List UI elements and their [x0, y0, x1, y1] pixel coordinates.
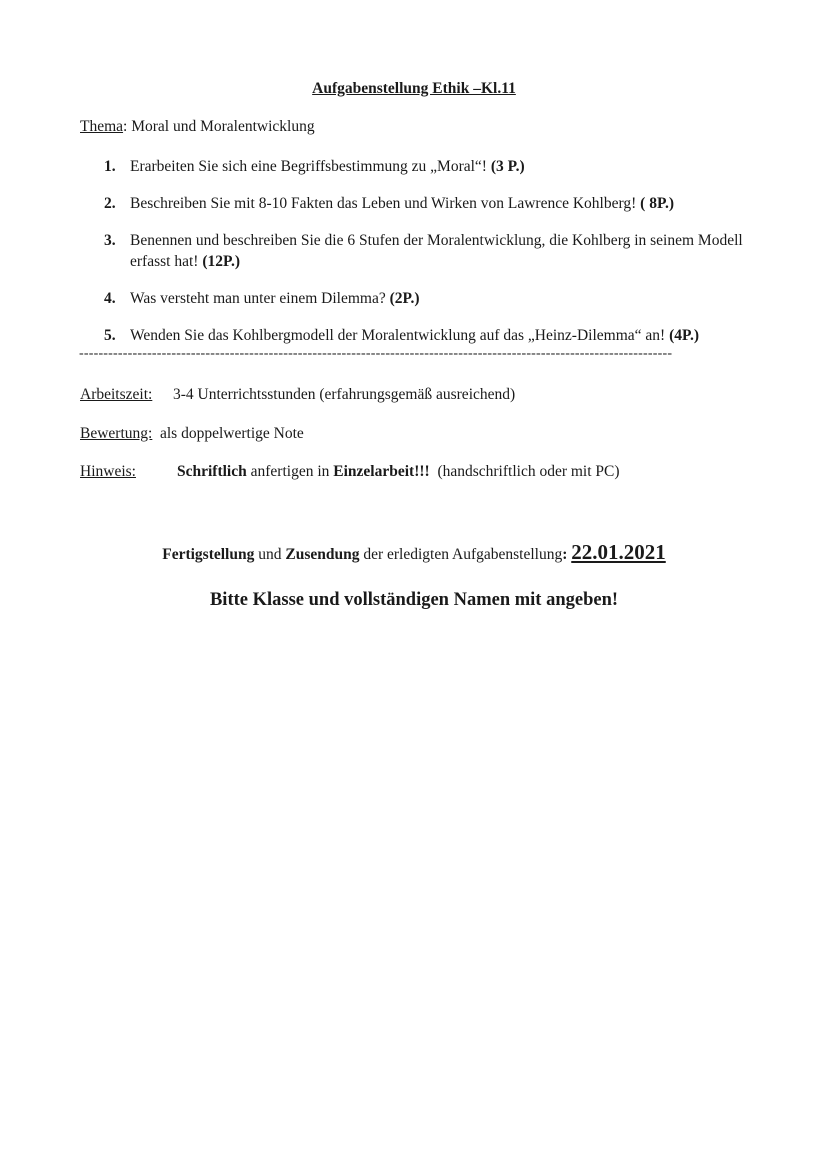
task-text: Benennen und beschreiben Sie die 6 Stufen der Moralentwicklung, die Kohlberg in seinem Modell erfasst hat! — [130, 232, 743, 270]
info-bewertung — [80, 425, 304, 443]
hinweis-mid: anfertigen in — [246, 463, 334, 480]
arbeitszeit-label: Arbeitszeit: — [80, 386, 153, 403]
task-text: Beschreiben Sie mit 8-10 Fakten das Leben und Wirken von Lawrence Kohlberg! — [130, 195, 641, 212]
deadline-bold-fertigstellung: Fertigstellung — [162, 546, 255, 563]
deadline-mid2: der erledigten Aufgabenstellung — [359, 546, 563, 563]
task-number: 1. — [104, 158, 116, 175]
bewertung-value: als doppelwertige Note — [160, 425, 304, 442]
task-text: Erarbeiten Sie sich eine Begriffsbestimmung zu „Moral“! — [130, 158, 491, 175]
task-item-2 — [104, 193, 764, 214]
task-number: 2. — [104, 195, 116, 212]
hinweis-label: Hinweis: — [80, 463, 136, 480]
topic-line — [80, 118, 315, 136]
task-points: ( 8P.) — [640, 195, 675, 212]
task-number: 3. — [104, 232, 116, 249]
deadline-colon: : — [562, 546, 572, 563]
task-item-5 — [104, 325, 764, 346]
task-text: Wenden Sie das Kohlbergmodell der Moralentwicklung auf das „Heinz-Dilemma“ an! — [130, 327, 670, 344]
dashed-separator: -------------------------------------------------------------------------------------------------------------------------- — [79, 346, 673, 361]
topic-label: Thema — [80, 118, 124, 135]
task-item-4 — [104, 288, 764, 309]
task-text: Was versteht man unter einem Dilemma? — [130, 290, 390, 307]
task-points: (4P.) — [669, 327, 700, 344]
bewertung-label: Bewertung: — [80, 425, 153, 442]
deadline-line — [0, 540, 828, 565]
task-item-1 — [104, 156, 764, 177]
hinweis-bold-einzelarbeit: Einzelarbeit!!! — [333, 463, 430, 480]
deadline-mid1: und — [254, 546, 286, 563]
task-item-3 — [104, 230, 764, 272]
task-points: (3 P.) — [490, 158, 525, 175]
deadline-date: 22.01.2021 — [571, 540, 666, 564]
task-points: (2P.) — [389, 290, 420, 307]
document-title: Aufgabenstellung Ethik –Kl.11 — [312, 80, 516, 97]
task-number: 4. — [104, 290, 116, 307]
hinweis-rest: (handschriftlich oder mit PC) — [429, 463, 620, 480]
task-list — [104, 156, 764, 362]
info-arbeitszeit — [80, 386, 516, 404]
hinweis-value — [177, 463, 620, 481]
reminder-note: Bitte Klasse und vollständigen Namen mit angeben! — [209, 590, 619, 610]
info-hinweis — [80, 463, 620, 481]
topic-separator: : — [123, 118, 128, 135]
task-number: 5. — [104, 327, 116, 344]
hinweis-bold-schriftlich: Schriftlich — [177, 463, 247, 480]
topic-value: Moral und Moralentwicklung — [127, 118, 315, 135]
deadline-bold-zusendung: Zusendung — [285, 546, 360, 563]
arbeitszeit-value: 3-4 Unterrichtsstunden (erfahrungsgemäß ausreichend) — [173, 386, 516, 403]
task-points: (12P.) — [202, 253, 241, 270]
